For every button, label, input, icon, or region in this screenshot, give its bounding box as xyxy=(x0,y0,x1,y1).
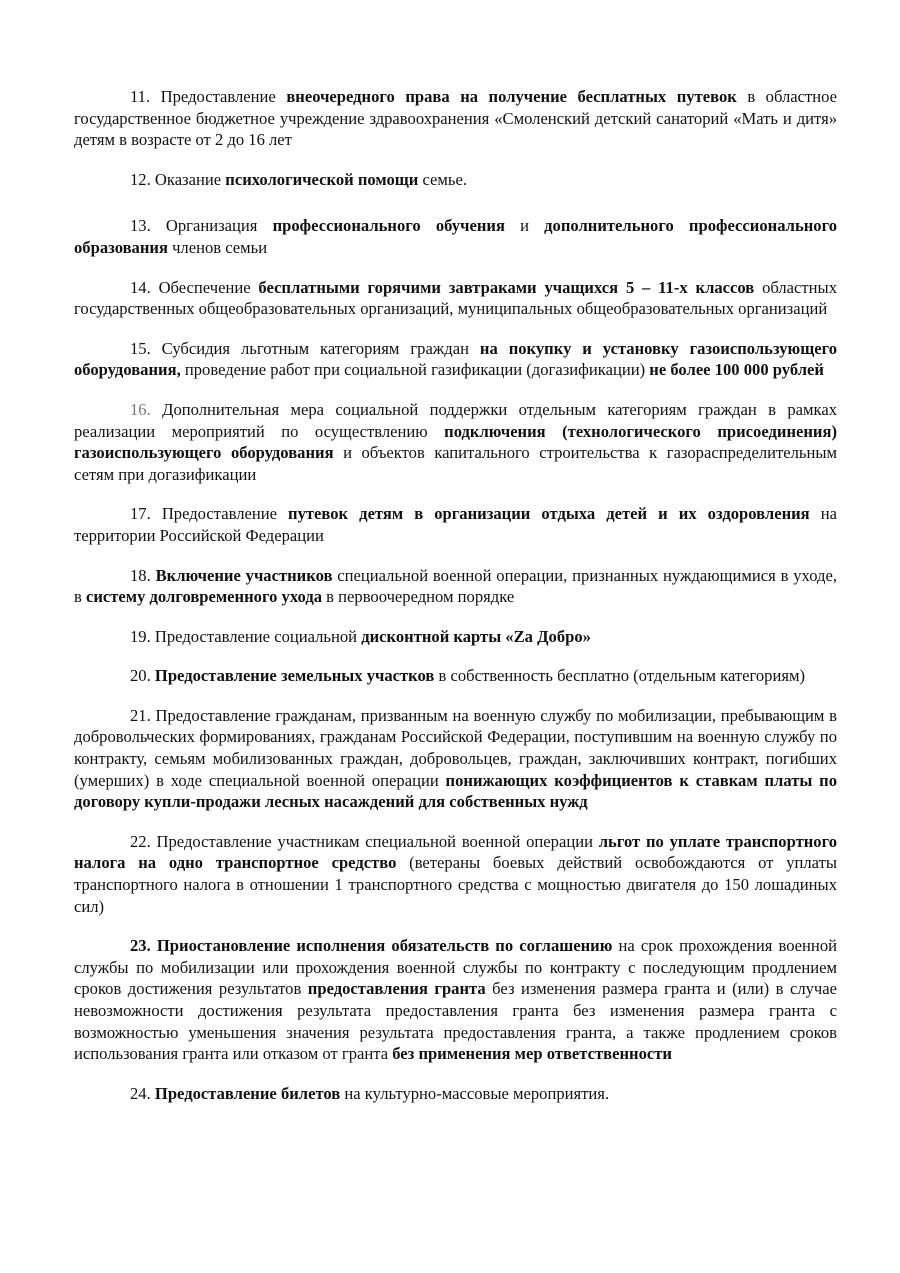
item-text: в областное государственное бюджетное учреждение здравоохранения «Смоленский детский санаторий «Мать и дитя» детям в возрасте от 2 до 16 лет xyxy=(74,87,838,150)
item-text: областных государственных общеобразовательных организаций, муниципальных общеобразовательных организаций xyxy=(74,277,837,319)
item-number: 18. xyxy=(130,565,151,585)
item-text: в первоочередном порядке xyxy=(322,587,515,607)
item-text: (ветераны боевых действий освобождаются от уплаты транспортного налога в отношении 1 транспортного средства с мощностью двигателя до 150 лошадиных сил) xyxy=(74,853,837,916)
list-item-12 xyxy=(74,169,837,191)
item-bold-text: Предоставление земельных участков xyxy=(154,666,435,686)
item-bold-text: внеочередного права на получение бесплатных путевок xyxy=(286,87,737,106)
item-text: Организация xyxy=(150,216,273,236)
list-item-23 xyxy=(74,935,837,1065)
list-item-14 xyxy=(74,277,837,320)
item-text: Предоставление гражданам, призванным на военную службу по мобилизации, пребывающим в добровольческих формированиях, гражданам Российской Федерации, поступившим на военную службу по контракту, семьям мобилизованных граждан, добровольцев, граждан, заключивших контракт, погибших (умерших) в ходе специальной военной операции xyxy=(74,705,837,790)
item-bold-text: Включение участников xyxy=(155,565,333,585)
item-text: на территории Российской Федерации xyxy=(74,504,837,545)
item-bold-text: дополнительного профессионального образования xyxy=(74,216,838,257)
item-bold-text: понижающих коэффициентов к ставкам платы по договору купли-продажи лесных насаждений для собственных нужд xyxy=(74,770,837,812)
item-number: 13. xyxy=(130,216,151,236)
item-bold-text: Предоставление билетов xyxy=(154,1083,341,1103)
item-number: 15. xyxy=(130,338,151,358)
item-number: 23. xyxy=(130,936,151,956)
list-item-13 xyxy=(74,215,837,258)
item-text: на культурно-массовые мероприятия. xyxy=(340,1083,610,1103)
item-bold-text: психологической помощи xyxy=(225,169,419,189)
item-text: специальной военной операции, признанных нуждающимися в уходе, в xyxy=(74,565,837,607)
item-bold-text: предоставления гранта xyxy=(307,979,486,999)
item-number: 19. xyxy=(130,626,151,646)
item-text: Обеспечение xyxy=(150,277,259,297)
list-item-21 xyxy=(74,705,837,813)
item-text: проведение работ при социальной газификации (догазификации) xyxy=(180,360,650,380)
item-bold-text: льгот по уплате транспортного налога на одно транспортное средство xyxy=(74,831,838,873)
item-text: Оказание xyxy=(150,169,226,189)
item-text: без изменения размера гранта и (или) в случае невозможности достижения результата предоставления гранта без изменения размера гранта с возможностью уменьшения значения результата предоставления гранта, а также продлением сроков использования гранта или отказом от гранта xyxy=(74,979,837,1064)
item-number: 21. xyxy=(130,705,151,725)
list-item-22 xyxy=(74,831,837,917)
list-item-11 xyxy=(74,86,837,151)
item-text: Предоставление xyxy=(150,87,287,106)
item-text: Предоставление xyxy=(150,504,289,524)
item-number: 17. xyxy=(130,504,151,524)
list-item-17 xyxy=(74,503,837,546)
item-number: 11. xyxy=(130,87,151,106)
list-item-16 xyxy=(74,399,837,485)
item-bold-text: не более 100 000 рублей xyxy=(649,360,824,380)
item-number: 16. xyxy=(130,399,151,419)
list-item-19 xyxy=(74,626,837,648)
item-bold-text: на покупку и установку газоиспользующего оборудования, xyxy=(74,338,838,380)
item-text: Предоставление участникам специальной военной операции xyxy=(150,831,599,851)
item-number: 24. xyxy=(130,1083,151,1103)
item-text: Предоставление социальной xyxy=(150,626,362,646)
item-text: членов семьи xyxy=(167,237,268,257)
item-text: семье. xyxy=(418,169,468,189)
item-bold-text: Приостановление исполнения обязательств по соглашению xyxy=(156,936,613,956)
item-text: в собственность бесплатно (отдельным категориям) xyxy=(434,666,806,686)
item-text: Дополнительная мера социальной поддержки отдельным категориям граждан в рамках реализации мероприятий по осуществлению xyxy=(74,399,837,441)
list-item-24 xyxy=(74,1083,837,1105)
item-bold-text: систему долговременного ухода xyxy=(85,587,323,607)
item-bold-text: подключения (технологического присоединения) газоиспользующего оборудования xyxy=(74,421,837,463)
item-bold-text: путевок детям в организации отдыха детей и их оздоровления xyxy=(288,504,810,524)
list-item-20 xyxy=(74,665,837,687)
item-text: на срок прохождения военной службы по мобилизации или прохождения военной службы по контракту с последующим продлением сроков достижения результатов xyxy=(74,936,837,999)
item-bold-text: дисконтной карты «Za Добро» xyxy=(361,626,591,646)
item-text: Субсидия льготным категориям граждан xyxy=(150,338,480,358)
item-bold-text: без применения мер ответственности xyxy=(392,1044,672,1064)
item-number: 12. xyxy=(130,169,151,189)
list-item-18 xyxy=(74,565,837,608)
list-item-15 xyxy=(74,338,837,381)
document-page xyxy=(74,86,837,1104)
item-bold-text: бесплатными горячими завтраками учащихся 5 – 11-х классов xyxy=(258,277,755,297)
item-number: 14. xyxy=(130,277,151,297)
item-text: и объектов капитального строительства к газораспределительным сетям при догазификации xyxy=(74,443,837,484)
item-number: 22. xyxy=(130,831,151,851)
item-number: 20. xyxy=(130,666,151,686)
item-text: и xyxy=(504,216,545,236)
item-bold-text: профессионального обучения xyxy=(272,216,505,236)
